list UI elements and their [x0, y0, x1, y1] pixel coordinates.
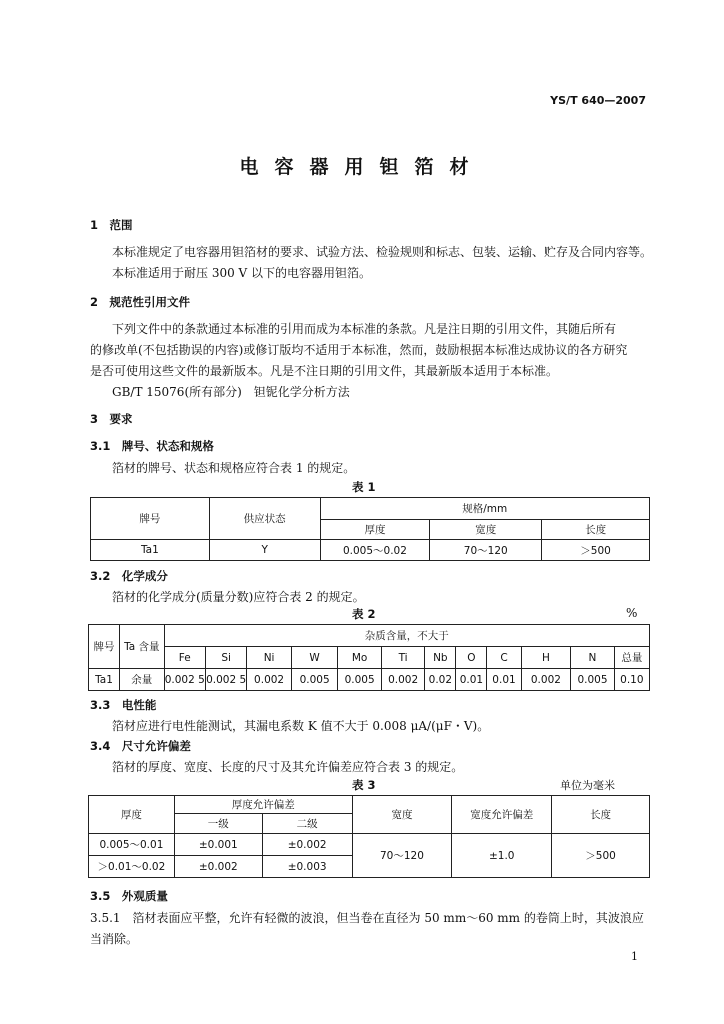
- table-3-unit: 单位为毫米: [560, 779, 615, 792]
- table-2: [88, 624, 650, 691]
- t3-row2-grade-2: ±0.003: [262, 856, 352, 878]
- t2-header-element: Fe: [164, 647, 205, 669]
- t1-cell-length: ＞500: [542, 540, 650, 561]
- t2-header-element: O: [456, 647, 487, 669]
- t3-cell-width-tolerance: ±1.0: [452, 834, 552, 878]
- t3-row1-grade-1: ±0.001: [174, 834, 262, 856]
- section-3-5-heading: 3.5 外观质量: [90, 889, 168, 903]
- section-3-heading: 3 要求: [90, 412, 133, 426]
- t2-cell-value: 0.002 5: [205, 669, 246, 691]
- t1-header-length: 长度: [542, 520, 650, 540]
- section-3-4-paragraph: 箔材的厚度、宽度、长度的尺寸及其允许偏差应符合表 3 的规定。: [112, 760, 464, 774]
- t2-header-element: Si: [205, 647, 246, 669]
- t1-header-thickness: 厚度: [320, 520, 430, 540]
- t2-header-element: W: [291, 647, 338, 669]
- section-1-paragraph-2: 本标准适用于耐压 300 V 以下的电容器用钽箔。: [112, 266, 372, 280]
- section-3-3-paragraph: 箔材应进行电性能测试，其漏电系数 K 值不大于 0.008 μA/(μF・V)。: [112, 719, 490, 733]
- t1-header-spec: 规格/mm: [320, 498, 649, 520]
- section-3-3-heading: 3.3 电性能: [90, 698, 157, 712]
- t3-header-length: 长度: [552, 796, 650, 834]
- t2-header-ta-content: Ta 含量: [120, 625, 165, 669]
- t2-cell-value: 0.002: [381, 669, 424, 691]
- section-2-paragraph-line-2: 的修改单(不包括勘误的内容)或修订版均不适用于本标准，然而，鼓励根据本标准达成协议的各方研究: [90, 343, 628, 357]
- t2-cell-value: 0.005: [338, 669, 381, 691]
- standard-number: YS/T 640—2007: [550, 94, 646, 107]
- t1-cell-state: Y: [209, 540, 320, 561]
- t2-cell-value: 0.002 5: [164, 669, 205, 691]
- t3-row2-thickness: ＞0.01～0.02: [89, 856, 175, 878]
- t3-header-grade-2: 二级: [262, 814, 352, 834]
- t3-row1-grade-2: ±0.002: [262, 834, 352, 856]
- section-3-2-paragraph: 箔材的化学成分(质量分数)应符合表 2 的规定。: [112, 590, 365, 604]
- table-1: [90, 497, 650, 561]
- t2-header-element: 总量: [614, 647, 649, 669]
- t3-header-grade-1: 一级: [174, 814, 262, 834]
- normative-reference: GB/T 15076(所有部分) 钽铌化学分析方法: [112, 385, 350, 399]
- t2-cell-value: 0.02: [425, 669, 456, 691]
- t2-cell-value: 0.01: [456, 669, 487, 691]
- t2-cell-value: 0.005: [571, 669, 614, 691]
- section-3-1-heading: 3.1 牌号、状态和规格: [90, 439, 214, 453]
- t3-cell-width: 70～120: [352, 834, 452, 878]
- t3-header-thickness: 厚度: [89, 796, 175, 834]
- t1-header-grade: 牌号: [91, 498, 210, 540]
- t2-header-element: H: [521, 647, 571, 669]
- t2-header-element: Mo: [338, 647, 381, 669]
- table-3: [88, 795, 650, 878]
- section-3-4-heading: 3.4 尺寸允许偏差: [90, 739, 191, 753]
- t3-header-width: 宽度: [352, 796, 452, 834]
- section-1-paragraph-1: 本标准规定了电容器用钽箔材的要求、试验方法、检验规则和标志、包装、运输、贮存及合同内容等。: [112, 245, 653, 259]
- t1-cell-thickness: 0.005～0.02: [320, 540, 430, 561]
- t2-cell-value: 0.005: [291, 669, 338, 691]
- section-2-paragraph-line-1: 下列文件中的条款通过本标准的引用而成为本标准的条款。凡是注日期的引用文件，其随后所有: [112, 322, 617, 336]
- section-2-paragraph-line-3: 是否可使用这些文件的最新版本。凡是不注日期的引用文件，其最新版本适用于本标准。: [90, 364, 559, 378]
- t2-cell-value: 0.10: [614, 669, 649, 691]
- table-2-caption: 表 2: [352, 607, 376, 621]
- section-3-5-1-line-1: 3.5.1 箔材表面应平整，允许有轻微的波浪，但当卷在直径为 50 mm～60 mm 的卷筒上时，其波浪应: [90, 911, 644, 925]
- table-1-caption: 表 1: [352, 480, 376, 494]
- t2-cell-ta-content: 余量: [120, 669, 165, 691]
- section-3-2-heading: 3.2 化学成分: [90, 569, 168, 583]
- t1-header-state: 供应状态: [209, 498, 320, 540]
- t2-header-element: Ni: [247, 647, 292, 669]
- t2-cell-value: 0.01: [487, 669, 521, 691]
- t2-header-element: C: [487, 647, 521, 669]
- t3-cell-length: ＞500: [552, 834, 650, 878]
- t1-cell-grade: Ta1: [91, 540, 210, 561]
- t3-row1-thickness: 0.005～0.01: [89, 834, 175, 856]
- t2-header-impurity: 杂质含量，不大于: [164, 625, 649, 647]
- t2-cell-value: 0.002: [521, 669, 571, 691]
- section-2-heading: 2 规范性引用文件: [90, 295, 191, 309]
- t3-header-width-tolerance: 宽度允许偏差: [452, 796, 552, 834]
- section-3-1-paragraph: 箔材的牌号、状态和规格应符合表 1 的规定。: [112, 461, 356, 475]
- t2-cell-grade: Ta1: [89, 669, 120, 691]
- t2-cell-value: 0.002: [247, 669, 292, 691]
- section-1-heading: 1 范围: [90, 218, 133, 232]
- t3-header-thickness-tolerance: 厚度允许偏差: [174, 796, 352, 814]
- section-3-5-1-line-2: 当消除。: [90, 932, 139, 946]
- table-2-unit: %: [626, 606, 638, 620]
- t1-header-width: 宽度: [430, 520, 542, 540]
- document-title: 电容器用钽箔材: [239, 156, 485, 178]
- t2-header-element: Ti: [381, 647, 424, 669]
- t2-header-grade: 牌号: [89, 625, 120, 669]
- t3-row2-grade-1: ±0.002: [174, 856, 262, 878]
- t1-cell-width: 70～120: [430, 540, 542, 561]
- table-3-caption: 表 3: [352, 778, 376, 792]
- t2-header-element: N: [571, 647, 614, 669]
- t2-header-element: Nb: [425, 647, 456, 669]
- page-number: 1: [631, 950, 638, 963]
